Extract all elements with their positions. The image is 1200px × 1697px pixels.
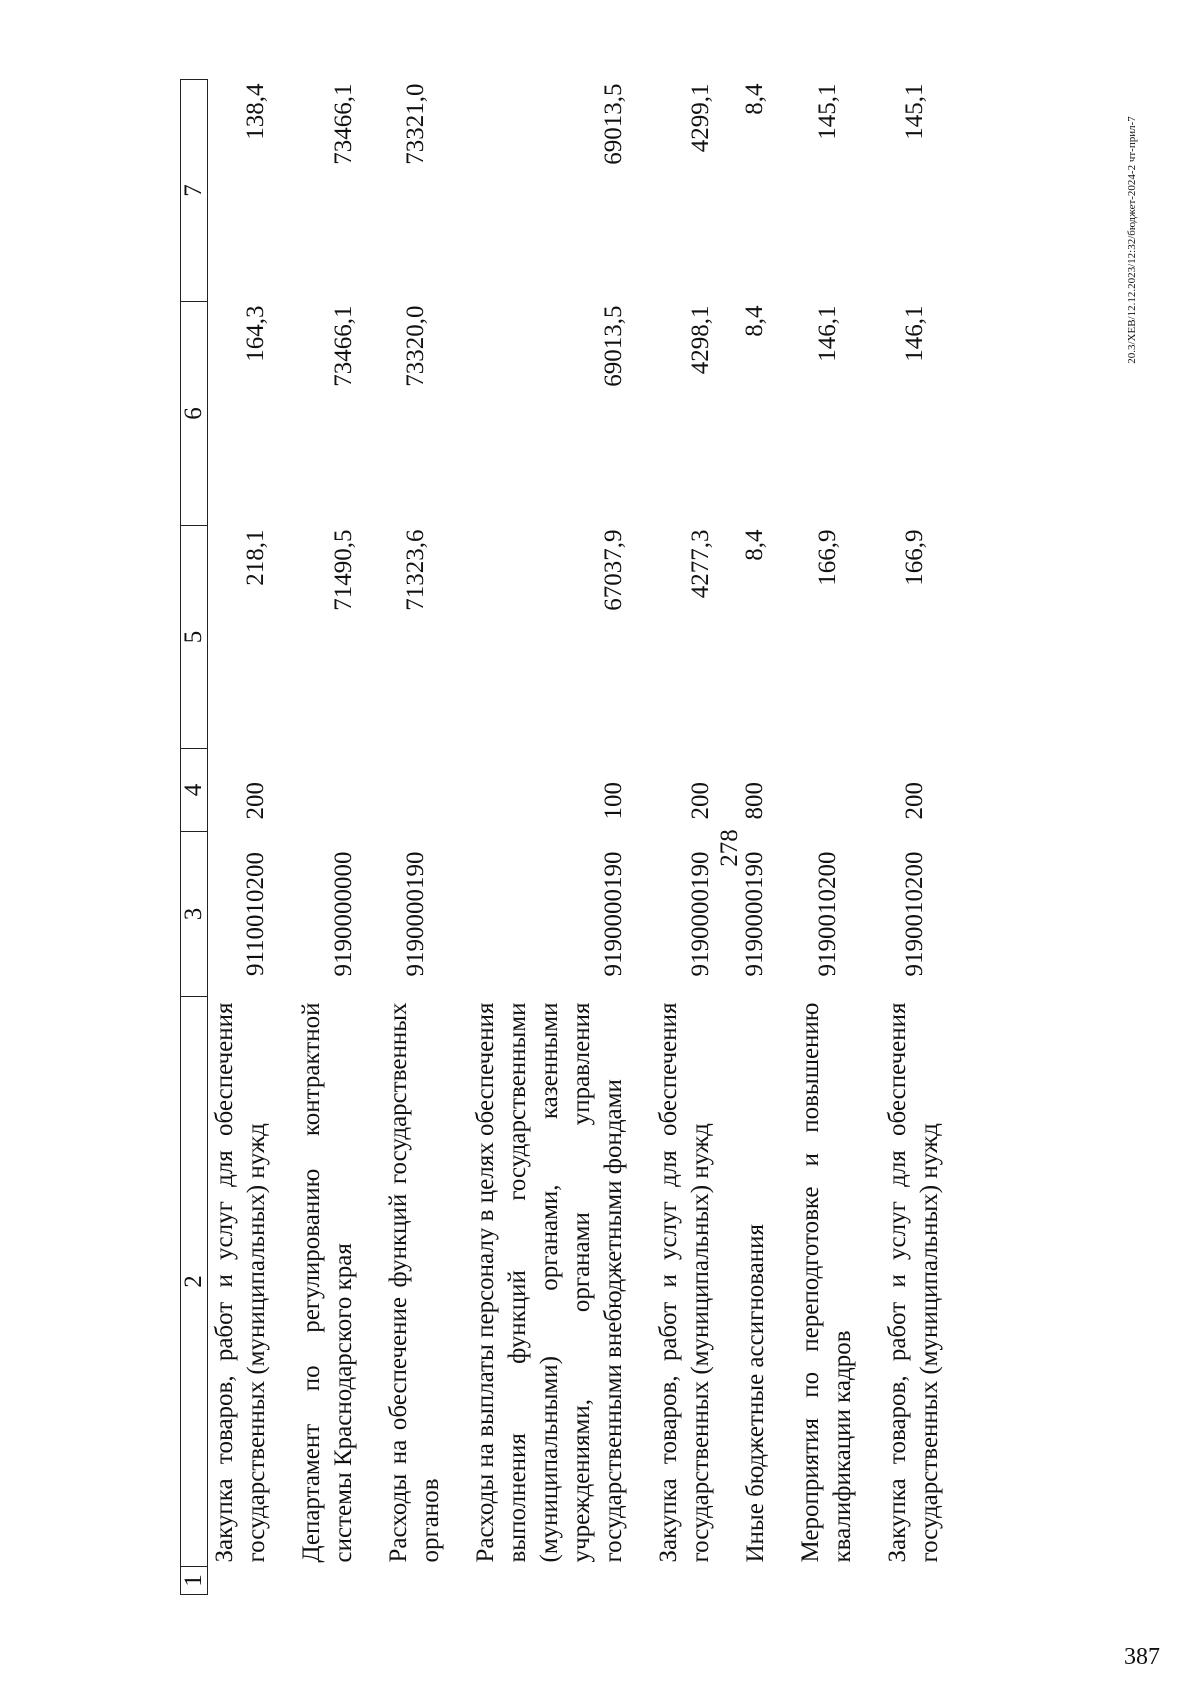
- table-row: [794, 80, 859, 1595]
- row-value-col7: 8,4: [741, 83, 768, 115]
- column-header: 5: [181, 526, 208, 749]
- row-value-col6: 146,1: [901, 305, 928, 362]
- column-header: 7: [181, 80, 208, 302]
- row-name: Закупка товаров, работ и услуг для обеспечения государственных (муниципальных) нужд: [211, 1002, 270, 1563]
- table-row: [295, 80, 360, 1595]
- row-csr-code: 9110010200: [242, 851, 269, 977]
- row-value-col5: 71323,6: [402, 529, 429, 611]
- row-name: Мероприятия по переподготовке и повышению квалификации кадров: [797, 1002, 856, 1563]
- row-value-col6: 164,3: [242, 305, 269, 362]
- row-vr-code: 800: [741, 782, 768, 820]
- row-name: Иные бюджетные ассигнования: [742, 1223, 769, 1563]
- row-value-col6: 69013,5: [600, 305, 627, 387]
- budget-table: [180, 79, 946, 1595]
- row-value-col7: 138,4: [242, 83, 269, 140]
- table-row: [739, 80, 772, 1595]
- row-name: Департамент по регулированию контрактной системы Краснодарского края: [298, 1002, 357, 1563]
- row-value-col7: 4299,1: [687, 83, 714, 153]
- row-vr-code: 100: [600, 782, 627, 820]
- column-header: 1: [181, 1567, 208, 1595]
- row-name: Закупка товаров, работ и услуг для обеспечения государственных (муниципальных) нужд: [655, 1002, 714, 1563]
- table-row: [382, 80, 447, 1595]
- row-csr-code: 9190000190: [741, 851, 768, 977]
- table-header-row: [181, 80, 208, 1595]
- row-value-col5: 8,4: [741, 529, 768, 561]
- row-name: Закупка товаров, работ и услуг для обеспечения государственных (муниципальных) нужд: [884, 1002, 943, 1563]
- row-csr-code: 9190000000: [330, 851, 357, 977]
- row-value-col7: 73321,0: [402, 83, 429, 165]
- row-vr-code: 200: [242, 782, 269, 820]
- table-row: [469, 80, 630, 1595]
- row-value-col6: 73466,1: [330, 305, 357, 387]
- column-header: 6: [181, 302, 208, 526]
- document-code: 20.3/XEB/12.12.2023/12:32/бюджет-2024-2 чт-прил-7: [1126, 116, 1138, 364]
- row-vr-code: [295, 749, 360, 832]
- row-vr-code: 200: [901, 782, 928, 820]
- budget-table-wrapper: [180, 80, 1010, 1595]
- row-value-col7: 69013,5: [600, 83, 627, 165]
- row-vr-code: [794, 749, 859, 832]
- table-row: [881, 80, 946, 1595]
- row-value-col6: 8,4: [741, 305, 768, 337]
- row-vr-code: 200: [687, 782, 714, 820]
- page-number: 278: [716, 829, 743, 867]
- row-value-col6: 73320,0: [402, 305, 429, 387]
- row-name: Расходы на выплаты персоналу в целях обеспечения выполнения функций государственными (муниципальными) органами, казенными учреждениями, органами управления государственными внебюджетными фондами: [472, 1002, 627, 1563]
- row-value-col7: 73466,1: [330, 83, 357, 165]
- row-value-col6: 4298,1: [687, 305, 714, 375]
- row-value-col5: 67037,9: [600, 529, 627, 611]
- row-value-col7: 145,1: [814, 83, 841, 140]
- row-name: Расходы на обеспечение функций государственных органов: [385, 1002, 444, 1563]
- row-csr-code: 9190000190: [402, 851, 429, 977]
- row-value-col5: 166,9: [901, 529, 928, 586]
- row-value-col5: 218,1: [242, 529, 269, 586]
- row-value-col5: 4277,3: [687, 529, 714, 599]
- row-value-col7: 145,1: [901, 83, 928, 140]
- row-csr-code: 9190000190: [600, 851, 627, 977]
- row-value-col6: 146,1: [814, 305, 841, 362]
- row-vr-code: [382, 749, 447, 832]
- sheet-number: 387: [1124, 1644, 1160, 1670]
- column-header: 3: [181, 832, 208, 997]
- row-value-col5: 166,9: [814, 529, 841, 586]
- table-row: [652, 80, 717, 1595]
- row-csr-code: 9190010200: [814, 851, 841, 977]
- row-csr-code: 9190000190: [687, 851, 714, 977]
- row-value-col5: 71490,5: [330, 529, 357, 611]
- row-csr-code: 9190010200: [901, 851, 928, 977]
- column-header: 4: [181, 749, 208, 832]
- column-header: 2: [181, 997, 208, 1567]
- table-row: [208, 80, 274, 1595]
